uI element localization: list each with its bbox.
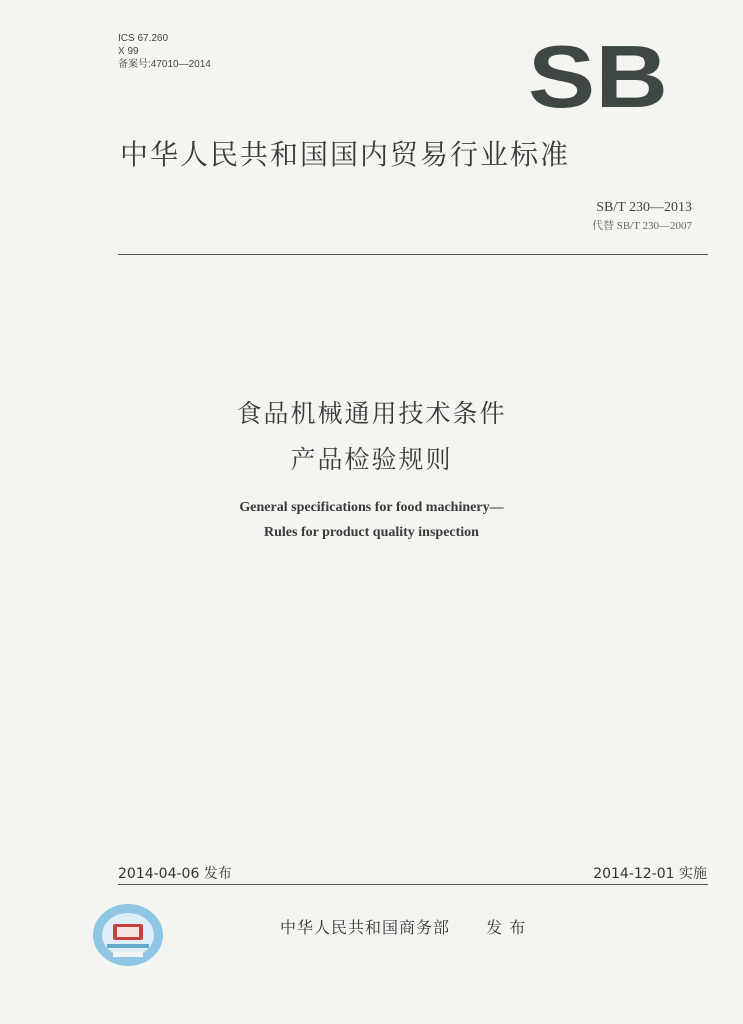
classification-block xyxy=(118,32,211,71)
sb-logo xyxy=(527,40,669,112)
class-code: X 99 xyxy=(118,46,139,57)
title-en-line2: Rules for product quality inspection xyxy=(264,525,479,540)
standard-number: SB/T 230—2013 xyxy=(596,200,692,215)
title-cn-line2: 产品检验规则 xyxy=(290,445,453,474)
publisher-seal xyxy=(91,902,165,968)
issue-date: 2014-04-06 发布 xyxy=(118,866,232,882)
footer-divider xyxy=(118,884,708,885)
publish-action: 发 布 xyxy=(486,918,527,937)
header-divider xyxy=(118,254,708,255)
publisher-name: 中华人民共和国商务部 xyxy=(280,918,451,937)
issuing-authority-title: 中华人民共和国国内贸易行业标准 xyxy=(120,138,571,171)
title-cn-line1: 食品机械通用技术条件 xyxy=(236,399,507,428)
replaces-standard: 代替 SB/T 230—2007 xyxy=(591,220,692,232)
filing-number: 备案号:47010—2014 xyxy=(118,59,211,70)
standard-code xyxy=(592,200,692,233)
publisher-line xyxy=(280,915,526,938)
sb-logo-text: SB xyxy=(528,40,668,112)
implementation-date: 2014-12-01 实施 xyxy=(593,866,707,882)
ics-code: ICS 67.260 xyxy=(118,33,169,44)
title-en-line1: General specifications for food machinery— xyxy=(239,500,504,515)
